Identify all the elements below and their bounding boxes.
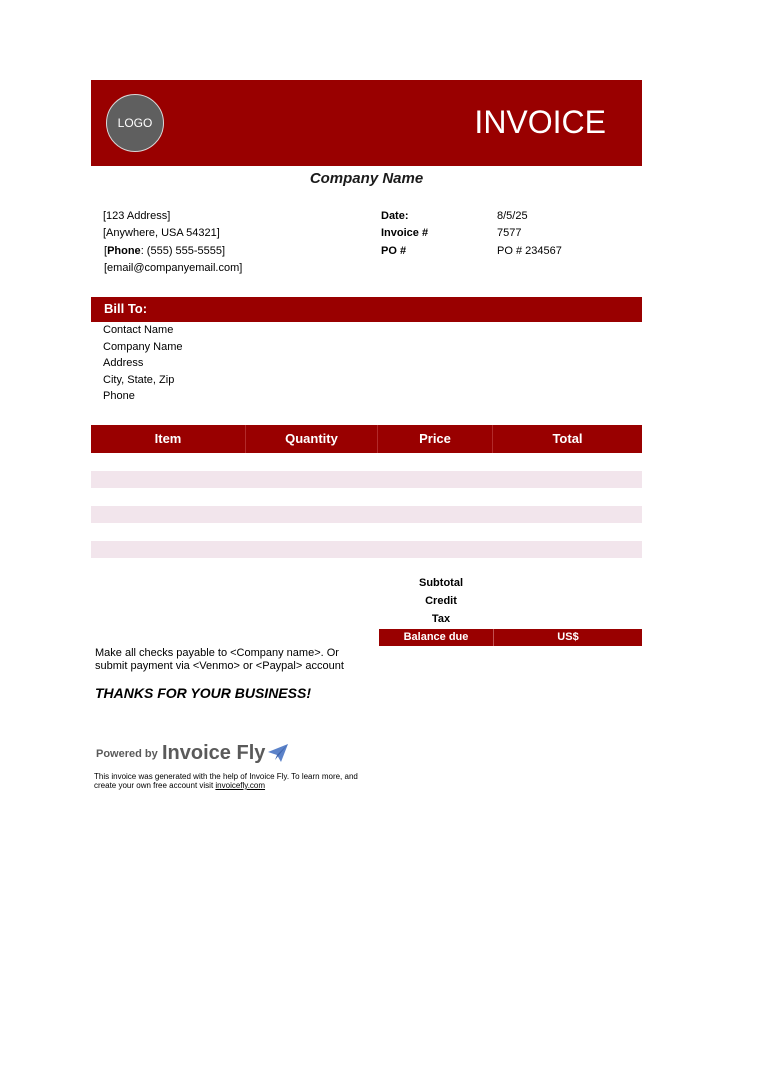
invoice-fly-brand: Invoice Fly <box>162 742 266 764</box>
table-row[interactable] <box>91 471 642 488</box>
logo-text: LOGO <box>117 116 153 130</box>
invoice-number-label: Invoice # <box>381 227 429 239</box>
bill-to-contact: Contact Name <box>103 324 174 336</box>
column-header-item: Item <box>91 425 246 453</box>
items-table-header <box>91 425 642 453</box>
balance-due-label: Balance due <box>403 631 469 643</box>
date-label: Date: <box>381 210 409 222</box>
credit-label: Credit <box>425 595 457 607</box>
bill-to-phone: Phone <box>103 390 135 402</box>
footer-note-line2 <box>94 781 265 791</box>
column-header-price: Price <box>378 425 493 453</box>
footer-note-prefix: create your own free account visit <box>94 781 216 790</box>
logo-placeholder <box>106 94 164 152</box>
table-row[interactable] <box>91 506 642 523</box>
tax-label: Tax <box>431 613 451 625</box>
subtotal-label: Subtotal <box>419 577 463 589</box>
bill-to-address: Address <box>103 357 144 369</box>
powered-by-text: Powered by <box>96 748 158 760</box>
phone-value: : (555) 555-5555] <box>140 245 226 257</box>
column-header-quantity: Quantity <box>246 425 378 453</box>
paper-plane-icon <box>267 743 289 763</box>
bill-to-company: Company Name <box>103 341 183 353</box>
po-value: PO # 234567 <box>497 245 562 257</box>
date-value: 8/5/25 <box>497 210 528 222</box>
phone-label: Phone <box>107 245 141 257</box>
invoice-number-value: 7577 <box>497 227 522 239</box>
payment-instructions-line1: Make all checks payable to <Company name>. Or <box>95 647 339 659</box>
company-name: Company Name <box>309 170 424 187</box>
company-address-line1: [123 Address] <box>103 210 171 222</box>
table-row[interactable] <box>91 541 642 558</box>
column-header-total: Total <box>552 431 583 446</box>
po-label: PO # <box>381 245 407 257</box>
balance-due-value: US$ <box>557 631 579 643</box>
invoicefly-link[interactable]: invoicefly.com <box>215 781 266 790</box>
bill-to-bar <box>91 297 642 322</box>
company-phone: [Phone: (555) 555-5555] <box>104 245 226 257</box>
company-address-line2: [Anywhere, USA 54321] <box>103 227 220 239</box>
payment-instructions-line2: submit payment via <Venmo> or <Paypal> account <box>95 660 344 672</box>
bill-to-city: City, State, Zip <box>103 374 175 386</box>
bill-to-title: Bill To: <box>104 301 148 316</box>
footer-note-line1: This invoice was generated with the help of Invoice Fly. To learn more, and <box>94 772 358 781</box>
thanks-message: THANKS FOR YOUR BUSINESS! <box>95 685 311 701</box>
company-email: [email@companyemail.com] <box>104 262 243 274</box>
invoice-title: INVOICE <box>474 104 606 140</box>
